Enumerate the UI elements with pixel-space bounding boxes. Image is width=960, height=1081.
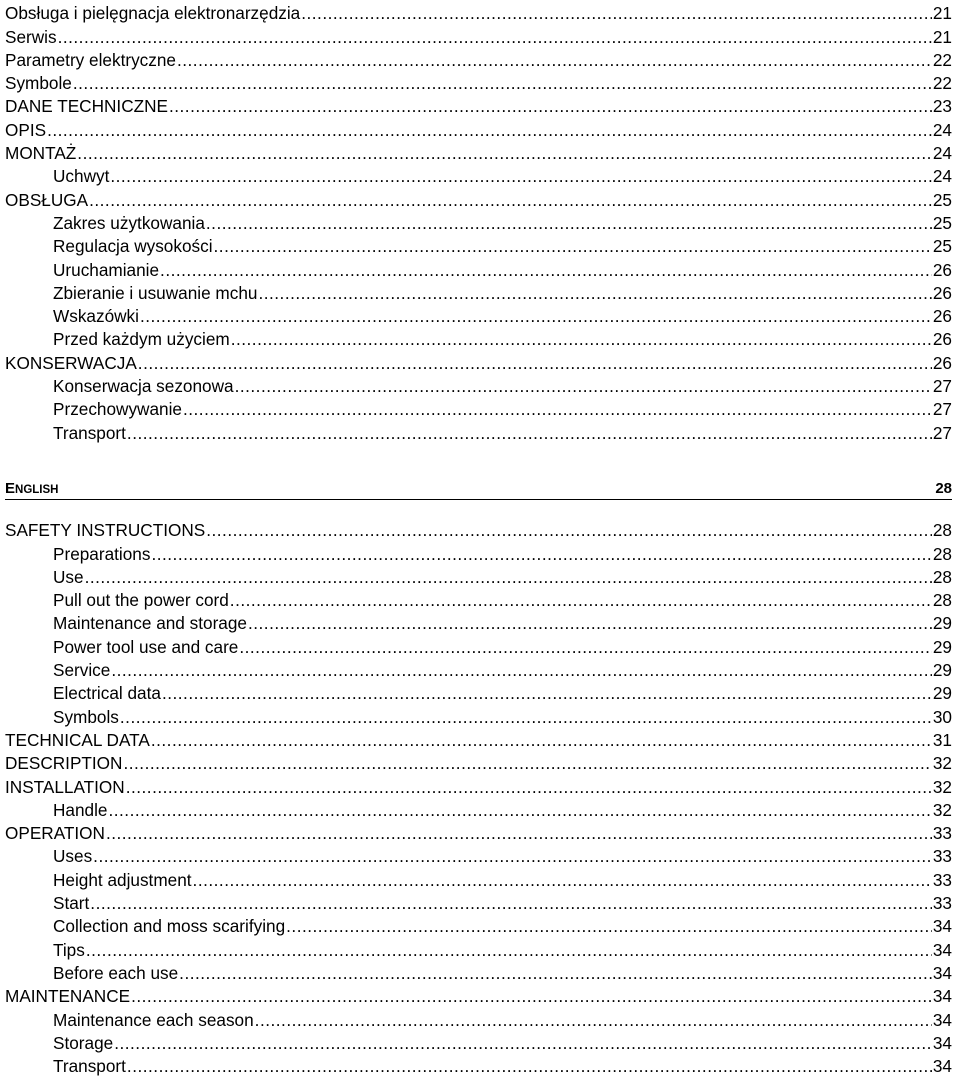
toc-entry-page: 32: [932, 776, 952, 797]
dot-leader: [151, 544, 931, 564]
toc-entry[interactable]: [5, 373, 952, 396]
toc-entry-page: 29: [932, 613, 952, 634]
dot-leader: [206, 520, 932, 540]
dot-leader: [93, 846, 932, 866]
toc-entry-page: 34: [932, 939, 952, 960]
toc-entry-page: 25: [932, 189, 952, 210]
dot-leader: [286, 916, 932, 936]
toc-entry-title: Maintenance each season: [53, 1009, 254, 1030]
toc-entry-title: Transport: [53, 1056, 126, 1077]
toc-english: [5, 517, 952, 1076]
toc-entry[interactable]: [5, 303, 952, 326]
toc-entry[interactable]: [5, 70, 952, 93]
toc-entry-title: Tips: [53, 939, 85, 960]
toc-entry-title: Zakres użytkowania: [53, 212, 205, 233]
toc-entry-page: 29: [932, 636, 952, 657]
toc-entry-title: Zbieranie i usuwanie mchu: [53, 282, 258, 303]
toc-entry[interactable]: [5, 727, 952, 750]
toc-entry-title: MAINTENANCE: [5, 986, 131, 1007]
dot-leader: [89, 190, 932, 210]
toc-entry-title: Uchwyt: [53, 166, 110, 187]
toc-entry-page: 29: [932, 660, 952, 681]
toc-entry[interactable]: [5, 349, 952, 372]
toc-entry-title: Konserwacja sezonowa: [53, 376, 234, 397]
toc-entry-page: 24: [932, 143, 952, 164]
toc-entry-page: 29: [932, 683, 952, 704]
dot-leader: [177, 50, 932, 70]
toc-entry-page: 25: [932, 212, 952, 233]
toc-entry[interactable]: [5, 540, 952, 563]
toc-entry-title: Obsługa i pielęgnacja elektronarzędzia: [5, 3, 301, 24]
dot-leader: [258, 283, 931, 303]
dot-leader: [85, 567, 932, 587]
toc-entry[interactable]: [5, 890, 952, 913]
dot-leader: [47, 120, 932, 140]
toc-entry[interactable]: [5, 163, 952, 186]
toc-entry-title: Use: [53, 566, 84, 587]
dot-leader: [169, 96, 932, 116]
toc-entry-page: 22: [932, 49, 952, 70]
dot-leader: [111, 660, 932, 680]
toc-entry[interactable]: [5, 517, 952, 540]
dot-leader: [114, 1033, 932, 1053]
toc-entry-title: Maintenance and storage: [53, 613, 247, 634]
toc-entry-page: 33: [932, 846, 952, 867]
toc-entry[interactable]: [5, 657, 952, 680]
toc-entry[interactable]: [5, 703, 952, 726]
dot-leader: [126, 777, 932, 797]
toc-entry-page: 26: [932, 352, 952, 373]
toc-entry-title: Handle: [53, 799, 108, 820]
toc-entry[interactable]: [5, 256, 952, 279]
toc-entry-page: 33: [932, 823, 952, 844]
toc-entry-title: Preparations: [53, 543, 151, 564]
dot-leader: [77, 143, 932, 163]
toc-entry-title: TECHNICAL DATA: [5, 729, 150, 750]
toc-entry-page: 31: [932, 729, 952, 750]
toc-entry-page: 32: [932, 753, 952, 774]
toc-entry-page: 32: [932, 799, 952, 820]
toc-entry[interactable]: [5, 210, 952, 233]
toc-entry-title: Regulacja wysokości: [53, 236, 213, 257]
toc-entry[interactable]: [5, 280, 952, 303]
dot-leader: [90, 893, 932, 913]
toc-entry-page: 25: [932, 236, 952, 257]
dot-leader: [162, 683, 932, 703]
dot-leader: [160, 260, 932, 280]
toc-entry-page: 27: [932, 399, 952, 420]
toc-entry[interactable]: [5, 396, 952, 419]
dot-leader: [106, 823, 932, 843]
toc-entry-page: 27: [932, 376, 952, 397]
dot-leader: [214, 236, 932, 256]
section-heading-english: [5, 476, 952, 500]
toc-entry[interactable]: [5, 983, 952, 1006]
toc-entry-title: OPIS: [5, 119, 47, 140]
toc-entry-page: 24: [932, 166, 952, 187]
toc-entry[interactable]: [5, 47, 952, 70]
toc-entry-title: Serwis: [5, 26, 57, 47]
toc-entry-page: 28: [932, 543, 952, 564]
dot-leader: [179, 963, 932, 983]
dot-leader: [235, 376, 932, 396]
toc-entry-page: 22: [932, 73, 952, 94]
toc-entry[interactable]: [5, 419, 952, 442]
toc-entry-page: 28: [932, 590, 952, 611]
dot-leader: [120, 707, 932, 727]
dot-leader: [86, 940, 932, 960]
section-title: ENGLISH: [5, 480, 59, 497]
toc-entry-page: 34: [932, 916, 952, 937]
toc-entry[interactable]: [5, 773, 952, 796]
toc-entry-page: 28: [932, 520, 952, 541]
toc-entry[interactable]: [5, 843, 952, 866]
dot-leader: [151, 730, 932, 750]
toc-entry-page: 34: [932, 1056, 952, 1077]
toc-entry[interactable]: [5, 797, 952, 820]
toc-entry[interactable]: [5, 633, 952, 656]
dot-leader: [131, 986, 932, 1006]
dot-leader: [123, 753, 931, 773]
toc-entry[interactable]: [5, 913, 952, 936]
toc-entry[interactable]: [5, 960, 952, 983]
dot-leader: [193, 870, 932, 890]
toc-entry-title: OBSŁUGA: [5, 189, 89, 210]
dot-leader: [231, 329, 932, 349]
toc-entry[interactable]: [5, 233, 952, 256]
toc-entry[interactable]: [5, 1053, 952, 1076]
toc-entry-title: Start: [53, 893, 90, 914]
dot-leader: [140, 306, 932, 326]
toc-entry-page: 33: [932, 893, 952, 914]
toc-entry-page: 30: [932, 706, 952, 727]
toc-entry-title: INSTALLATION: [5, 776, 125, 797]
toc-entry-title: Przechowywanie: [53, 399, 182, 420]
toc-entry-title: DESCRIPTION: [5, 753, 123, 774]
toc-entry[interactable]: [5, 1030, 952, 1053]
toc-entry-title: Collection and moss scarifying: [53, 916, 286, 937]
toc-entry-page: 27: [932, 422, 952, 443]
toc-entry-title: Power tool use and care: [53, 636, 239, 657]
toc-entry[interactable]: [5, 820, 952, 843]
toc-entry-title: OPERATION: [5, 823, 105, 844]
dot-leader: [108, 800, 931, 820]
toc-entry-title: Height adjustment: [53, 869, 192, 890]
toc-entry[interactable]: [5, 610, 952, 633]
toc-entry-title: SAFETY INSTRUCTIONS: [5, 520, 206, 541]
dot-leader: [230, 590, 932, 610]
toc-entry[interactable]: [5, 587, 952, 610]
toc-entry-title: Pull out the power cord: [53, 590, 229, 611]
toc-entry-page: 24: [932, 119, 952, 140]
toc-entry-page: 34: [932, 986, 952, 1007]
dot-leader: [255, 1010, 932, 1030]
toc-entry-title: Uses: [53, 846, 93, 867]
toc-entry-page: 26: [932, 306, 952, 327]
dot-leader: [127, 423, 932, 443]
toc-entry-page: 21: [932, 26, 952, 47]
toc-entry[interactable]: [5, 936, 952, 959]
toc-entry-page: 34: [932, 1032, 952, 1053]
toc-entry[interactable]: [5, 116, 952, 139]
toc-entry[interactable]: [5, 140, 952, 163]
toc-entry-title: Symbols: [53, 706, 119, 727]
toc-entry-title: KONSERWACJA: [5, 352, 137, 373]
toc-entry[interactable]: [5, 750, 952, 773]
toc-entry-page: 21: [932, 3, 952, 24]
toc-entry-title: Uruchamianie: [53, 259, 160, 280]
toc-entry-title: DANE TECHNICZNE: [5, 96, 168, 117]
section-page-number: 28: [935, 480, 952, 497]
toc-entry-page: 28: [932, 566, 952, 587]
toc-entry[interactable]: [5, 0, 952, 23]
toc-entry-page: 23: [932, 96, 952, 117]
toc-entry-page: 34: [932, 1009, 952, 1030]
toc-entry[interactable]: [5, 186, 952, 209]
toc-entry-title: Service: [53, 660, 111, 681]
toc-entry[interactable]: [5, 680, 952, 703]
toc-entry-page: 34: [932, 962, 952, 983]
toc-entry[interactable]: [5, 93, 952, 116]
dot-leader: [183, 399, 932, 419]
dot-leader: [127, 1056, 932, 1076]
toc-entry-title: Wskazówki: [53, 306, 139, 327]
toc-entry-title: Before each use: [53, 962, 179, 983]
toc-entry-page: 33: [932, 869, 952, 890]
toc-entry-title: Electrical data: [53, 683, 161, 704]
toc-entry[interactable]: [5, 326, 952, 349]
dot-leader: [138, 353, 932, 373]
toc-entry-title: Storage: [53, 1032, 114, 1053]
toc-polish: [5, 0, 952, 443]
dot-leader: [110, 166, 932, 186]
toc-entry[interactable]: [5, 23, 952, 46]
dot-leader: [301, 3, 932, 23]
dot-leader: [73, 73, 932, 93]
dot-leader: [239, 637, 932, 657]
dot-leader: [206, 213, 932, 233]
toc-entry[interactable]: [5, 1006, 952, 1029]
toc-entry-page: 26: [932, 282, 952, 303]
toc-entry[interactable]: [5, 866, 952, 889]
toc-entry-title: Transport: [53, 422, 126, 443]
toc-entry-title: Symbole: [5, 73, 72, 94]
toc-entry-page: 26: [932, 259, 952, 280]
toc-entry-title: MONTAŻ: [5, 143, 77, 164]
dot-leader: [58, 27, 932, 47]
toc-entry-page: 26: [932, 329, 952, 350]
toc-entry[interactable]: [5, 564, 952, 587]
toc-entry-title: Przed każdym użyciem: [53, 329, 230, 350]
toc-entry-title: Parametry elektryczne: [5, 49, 176, 70]
dot-leader: [248, 613, 932, 633]
